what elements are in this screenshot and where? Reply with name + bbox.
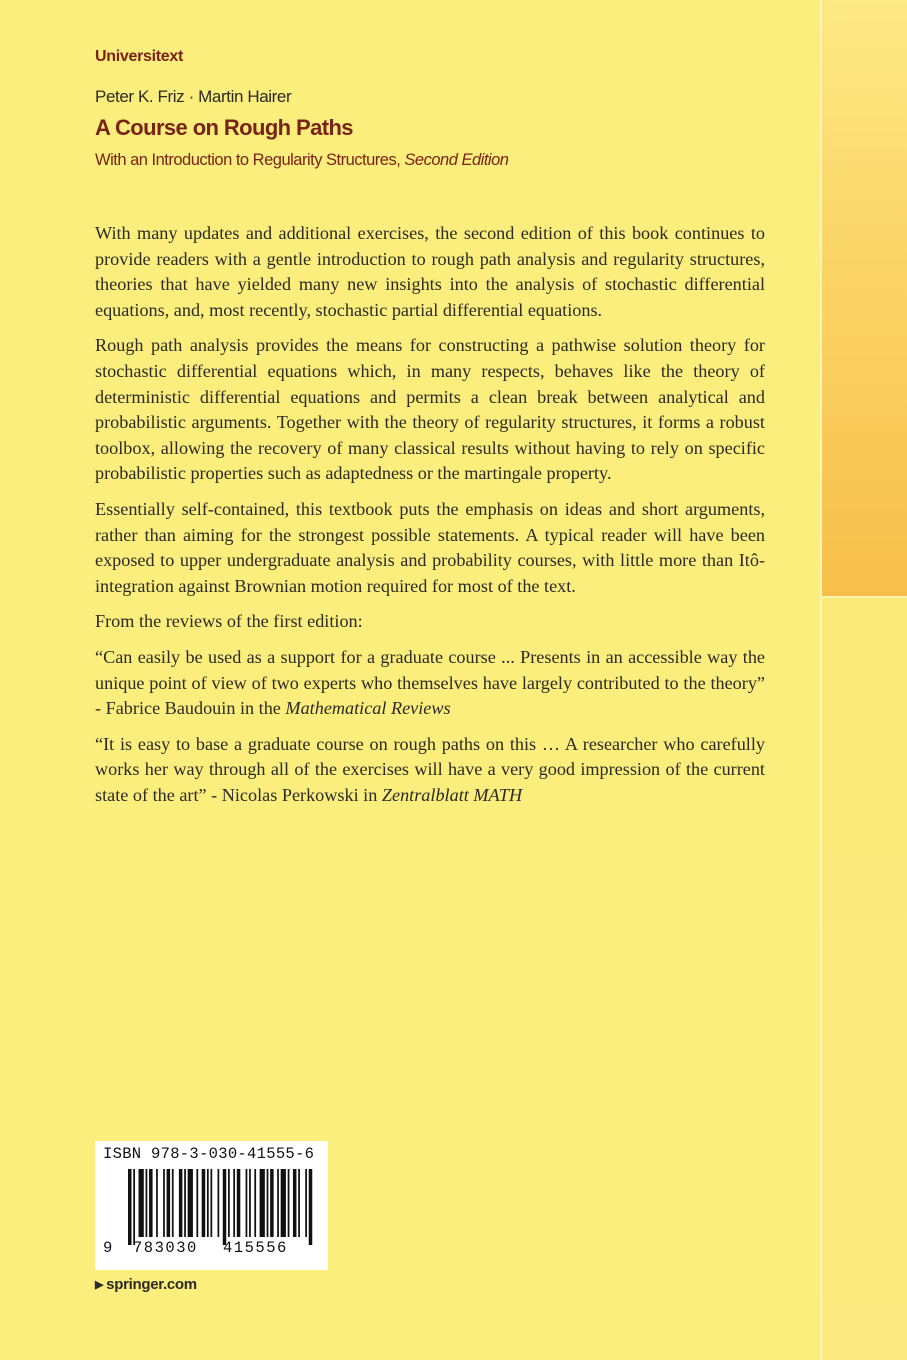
barcode-bar xyxy=(309,1169,313,1245)
blurb-paragraph-2: Rough path analysis provides the means for constructing a pathwise solution theory for stochastic differential equations which, in many respects, behaves like the theory of deterministic differential equations and permits a clean break between analytical and probabilistic arguments. Together with the theory of regularity structures, it forms a robust toolbox, allowing the recovery of many classical results without having to rely on specific probabilistic properties such as adaptedness or the martingale property. xyxy=(95,335,765,484)
book-subtitle xyxy=(95,151,508,170)
review-1 xyxy=(95,645,765,722)
barcode-bar xyxy=(277,1169,279,1237)
barcode-bar xyxy=(305,1169,307,1237)
blurb-paragraph-1: With many updates and additional exercises, the second edition of this book continues to provide readers with a gentle introduction to rough path analysis and regularity structures, theories that have yielded many new insights into the analysis of stochastic differential equations, and, most recently, stochastic partial differential equations. xyxy=(95,223,765,320)
series-name: Universitext xyxy=(95,48,183,65)
publisher-link[interactable] xyxy=(95,1276,197,1293)
barcode-digit-first: 9 xyxy=(103,1239,113,1257)
reviews-heading: From the reviews of the first edition: xyxy=(95,611,363,632)
barcode-bar xyxy=(254,1169,256,1237)
barcode-bar xyxy=(167,1169,171,1237)
publisher-url: springer.com xyxy=(106,1276,197,1293)
cover-side-gradient-bottom xyxy=(822,598,907,1360)
barcode-digits-left: 783030 xyxy=(133,1239,198,1257)
barcode-bar xyxy=(179,1169,183,1237)
barcode-bar xyxy=(249,1169,251,1237)
barcode-bar xyxy=(202,1169,206,1237)
barcode-bar xyxy=(149,1169,153,1237)
barcode-bar xyxy=(139,1169,144,1237)
arrow-right-icon: ▶ xyxy=(95,1279,104,1291)
barcode-bar xyxy=(267,1169,269,1237)
barcode-digits xyxy=(95,1239,328,1263)
subtitle-edition: Second Edition xyxy=(404,151,509,169)
barcode-bar xyxy=(270,1169,274,1237)
barcode-bar xyxy=(196,1169,198,1237)
barcode-bar xyxy=(188,1169,193,1237)
blurb-paragraph-3: Essentially self-contained, this textbook puts the emphasis on ideas and short arguments, rather than aiming for the strongest possible statements. A typical reader will have been exposed to upper undergraduate analysis and probability courses, with little more than Itô-integration against Brownian motion required for most of the text. xyxy=(95,498,765,596)
isbn-barcode xyxy=(95,1141,328,1270)
barcode-bar xyxy=(207,1169,209,1237)
barcode-bar xyxy=(228,1169,230,1237)
review-2-quote: “It is easy to base a graduate course on rough paths on this … A researcher who carefully works her way through all of the exercises will have a very good impression of the current state of the art” - Nicolas Perkowski in xyxy=(95,733,765,805)
cover-side-gradient-top xyxy=(822,0,907,596)
barcode-bar xyxy=(128,1169,132,1245)
barcode-bar xyxy=(298,1169,300,1237)
barcode-bar xyxy=(223,1169,227,1245)
barcode-bar xyxy=(172,1169,174,1237)
barcode-bar xyxy=(260,1169,265,1237)
book-authors: Peter K. Friz · Martin Hairer xyxy=(95,87,292,106)
barcode-bar xyxy=(233,1169,235,1237)
barcode-bar xyxy=(133,1169,135,1245)
barcode-bar xyxy=(146,1169,148,1237)
barcode-bars xyxy=(128,1169,314,1245)
barcode-bar xyxy=(293,1169,297,1237)
barcode-bar xyxy=(156,1169,158,1237)
barcode-bar xyxy=(281,1169,286,1237)
review-1-quote: “Can easily be used as a support for a graduate course ... Presents in an accessible way the unique point of view of two experts who themselves have largely contributed to the theory” - Fabrice Baudouin in the xyxy=(95,646,765,719)
book-title: A Course on Rough Paths xyxy=(95,115,353,140)
review-2 xyxy=(95,732,765,809)
barcode-bar xyxy=(163,1169,165,1237)
barcode-bar xyxy=(184,1169,186,1237)
isbn-label: ISBN 978-3-030-41555-6 xyxy=(103,1145,315,1163)
barcode-bar xyxy=(237,1169,241,1237)
barcode-bar xyxy=(246,1169,248,1237)
barcode-bar xyxy=(210,1169,212,1237)
blurb-text xyxy=(95,221,765,818)
subtitle-main: With an Introduction to Regularity Structures, xyxy=(95,151,401,169)
review-1-source: Mathematical Reviews xyxy=(285,698,451,719)
review-2-source: Zentralblatt MATH xyxy=(381,784,523,805)
cover-side-border xyxy=(820,0,822,1360)
barcode-bar xyxy=(217,1169,219,1237)
barcode-digits-right: 415556 xyxy=(223,1239,288,1257)
barcode-bar xyxy=(288,1169,290,1237)
